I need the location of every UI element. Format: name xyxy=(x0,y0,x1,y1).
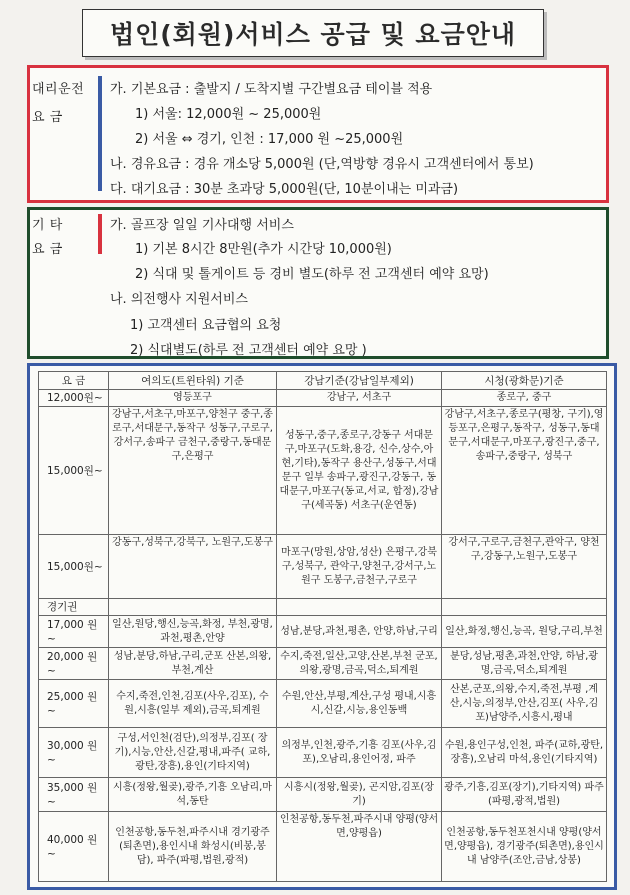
header-cell: 시청(광화문)기준 xyxy=(442,372,607,390)
table-header-row xyxy=(39,372,607,390)
area-cell: 성동구,중구,종로구,강동구 서대문구,마포구(도화,용강, 신수,상수,아현,기타),동작구 용산구,성동구,서대문구 일부 송파구,광진구,강동구, 동대문구,마포구(동교,서교, 합정),강남구(세곡동) 서초구(운연동) xyxy=(277,407,442,535)
fee-line: 2) 식대별도(하루 전 고객센터 예약 요망 ) xyxy=(130,343,367,358)
section-label-bottom: 요 금 xyxy=(32,110,63,125)
fare-cell: 15,000원~ xyxy=(39,535,109,599)
table-row xyxy=(39,728,607,778)
area-cell: 수지,죽전,인천,김포(사우,김포), 수원,시흥(일부 제외),금곡,퇴계원 xyxy=(109,680,277,728)
area-cell: 강남구,서초구,종로구(평창, 구기),영등포구,은평구,동작구, 성동구,동대문구,서대문구,마포구,광진구,중구,송파구,중랑구, 성북구 xyxy=(442,407,607,535)
area-cell: 일산,원당,행신,능곡,화정, 부천,광명,과천,평촌,안양 xyxy=(109,616,277,648)
fare-cell: 30,000 원~ xyxy=(39,728,109,778)
title-box xyxy=(82,9,544,57)
table-row xyxy=(39,680,607,728)
other-fee-section xyxy=(27,207,609,359)
area-cell: 인천공항,동두천포천시내 양평(양서면,양평읍), 경기광주(퇴촌면),용인시내 남양주(조안,금남,상봉) xyxy=(442,812,607,882)
fee-line: 가. 기본요금 : 출발지 / 도착지별 구간별요금 테이블 적용 xyxy=(110,82,433,97)
header-cell: 요 금 xyxy=(39,372,109,390)
red-bar xyxy=(98,214,102,254)
fee-line: 가. 골프장 일일 기사대행 서비스 xyxy=(110,218,294,233)
table-row xyxy=(39,599,607,616)
area-cell: 성남,분당,과천,평촌, 안양,하남,구리 xyxy=(277,616,442,648)
fee-line: 나. 경유요금 : 경유 개소당 5,000원 (단,역방향 경유시 고객센터에서 통보) xyxy=(110,157,534,172)
fare-cell: 15,000원~ xyxy=(39,407,109,535)
area-cell: 강남구,서초구,마포구,양천구 중구,종로구,서대문구,동작구 성동구,구로구,강서구,송파구 금천구,중랑구,동대문구,은평구 xyxy=(109,407,277,535)
area-cell: 영등포구 xyxy=(109,390,277,407)
fee-line: 1) 고객센터 요금협의 요청 xyxy=(130,318,282,333)
table-row xyxy=(39,778,607,812)
page-title: 법인(회원)서비스 공급 및 요금안내 xyxy=(109,20,517,49)
fee-line: 2) 식대 및 톨게이트 등 경비 별도(하루 전 고객센터 예약 요망) xyxy=(135,267,489,282)
section-label-bottom: 요 금 xyxy=(32,242,63,257)
area-cell: 종로구, 중구 xyxy=(442,390,607,407)
section-label-top: 대리운전 xyxy=(32,82,85,97)
fare-table-section xyxy=(27,363,617,890)
area-cell: 인천공항,동두천,파주시내 경기광주(퇴촌면),용인시내 화성시(비봉,봉담), 파주(파평,법원,광적) xyxy=(109,812,277,882)
area-cell: 수원,용인구성,인천, 파주(교하,광탄,장흥),오남리 마석,용인(기타지역) xyxy=(442,728,607,778)
area-cell: 분당,성남,평촌,과천,안양, 하남,광명,금곡,덕소,퇴계원 xyxy=(442,648,607,680)
table-row xyxy=(39,535,607,599)
fee-line: 다. 대기요금 : 30분 초과당 5,000원(단, 10분이내는 미과금) xyxy=(110,182,459,197)
table-row xyxy=(39,390,607,407)
area-cell: 산본,군포,의왕,수지,죽전,부평 ,계산,시능,의정부,안산,김포( 사우,김포)남양주,시흥시,평내 xyxy=(442,680,607,728)
area-cell: 일산,화정,행신,능곡, 원당,구리,부천 xyxy=(442,616,607,648)
area-cell: 시흥시(정왕,월곶), 곤지암,김포(장기) xyxy=(277,778,442,812)
fee-line: 1) 서울: 12,000원 ~ 25,000원 xyxy=(135,107,322,122)
area-cell: 시흥(정왕,월곶),광주,기흥 오남리,마석,동탄 xyxy=(109,778,277,812)
area-cell: 강서구,구로구,금천구,관악구, 양천구,강동구,노원구,도봉구 xyxy=(442,535,607,599)
table-row xyxy=(39,648,607,680)
fee-line: 2) 서울 ⇔ 경기, 인천 : 17,000 원 ~25,000원 xyxy=(135,132,404,147)
fare-cell: 17,000 원~ xyxy=(39,616,109,648)
header-cell: 여의도(트윈타워) 기준 xyxy=(109,372,277,390)
fare-cell: 20,000 원~ xyxy=(39,648,109,680)
fare-cell: 12,000원~ xyxy=(39,390,109,407)
fare-cell: 35,000 원~ xyxy=(39,778,109,812)
area-cell: 강남구, 서초구 xyxy=(277,390,442,407)
area-cell: 수지,죽전,일산,고양,산본,부천 군포,의왕,광명,금곡,덕소,퇴계원 xyxy=(277,648,442,680)
area-cell: 광주,기흥,김포(장기),기타지역) 파주(파평,광적,법원) xyxy=(442,778,607,812)
fee-line: 1) 기본 8시간 8만원(추가 시간당 10,000원) xyxy=(135,242,392,257)
fee-line: 나. 의전행사 지원서비스 xyxy=(110,292,248,307)
table-row xyxy=(39,812,607,882)
fare-cell: 40,000 원~ xyxy=(39,812,109,882)
section-label-top: 기 타 xyxy=(32,218,63,233)
fare-table xyxy=(38,371,607,882)
blue-bar xyxy=(98,76,102,191)
area-cell: 수원,안산,부평,계산,구성 평내,시흥시,신갈,시능,용인동백 xyxy=(277,680,442,728)
header-cell: 강남기준(강남일부제외) xyxy=(277,372,442,390)
area-cell: 마포구(망원,상암,성산) 은평구,강북구,성북구, 관악구,양천구,강서구,노원구 도봉구,금천구,구로구 xyxy=(277,535,442,599)
driver-fee-section xyxy=(27,65,609,203)
table-row xyxy=(39,616,607,648)
fare-cell: 25,000 원~ xyxy=(39,680,109,728)
table-row xyxy=(39,407,607,535)
area-cell: 의정부,인천,광주,기흥 김포(사우,김포),오남리,용인어정, 파주 xyxy=(277,728,442,778)
area-cell: 인천공항,동두천,파주시내 양평(양서면,양평읍) xyxy=(277,812,442,882)
area-cell: 강동구,성북구,강북구, 노원구,도봉구 xyxy=(109,535,277,599)
region-label: 경기권 xyxy=(39,599,109,616)
area-cell: 구성,서인천(검단),의정부,김포( 장기),시능,안산,신갈,평내,파주( 교하,광탄,장흥),용인(기타지역) xyxy=(109,728,277,778)
area-cell: 성남,분당,하남,구리,군포 산본,의왕,부천,계산 xyxy=(109,648,277,680)
